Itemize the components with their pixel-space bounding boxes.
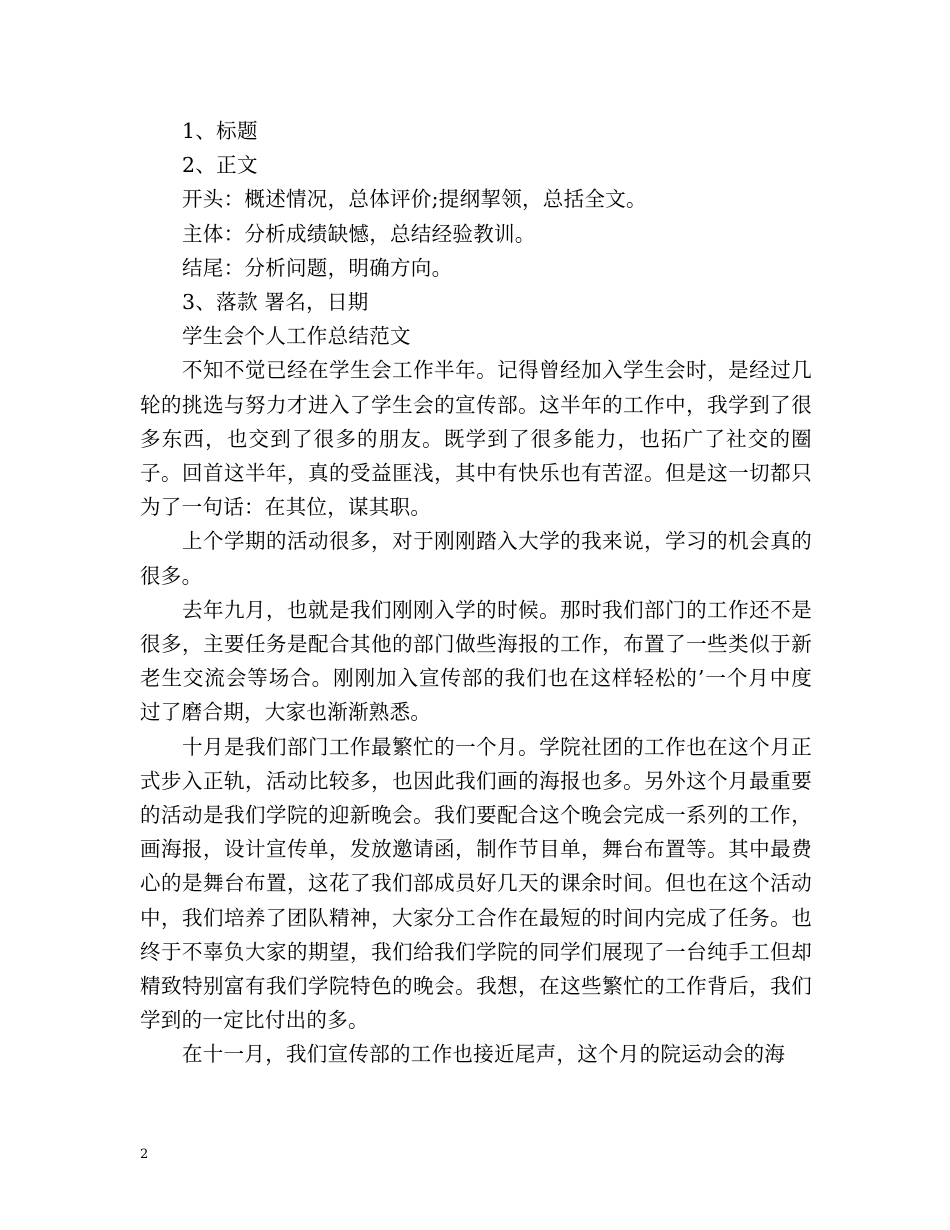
page-number: 2 — [140, 1147, 149, 1162]
paragraph: 上个学期的活动很多，对于刚刚踏入大学的我来说，学习的机会真的很多。 — [140, 529, 812, 588]
outline-item-body: 2、正文 — [182, 153, 258, 178]
outline-item-ending: 结尾：分析问题，明确方向。 — [182, 255, 453, 280]
outline-item-main: 主体：分析成绩缺憾，总结经验教训。 — [182, 221, 536, 246]
outline-item-signature: 3、落款 署名，日期 — [182, 290, 369, 315]
paragraph: 去年九月，也就是我们刚刚入学的时候。那时我们部门的工作还不是很多，主要任务是配合其他的部门做些海报的工作，布置了一些类似于新老生交流会等场合。刚刚加入宣传部的我们也在这样轻松的’一个月中度过了磨合期，大家也渐渐熟悉。 — [140, 597, 812, 725]
outline-item-opening: 开头：概述情况，总体评价;提纲挈领，总括全文。 — [182, 187, 647, 212]
paragraph: 在十一月，我们宣传部的工作也接近尾声，这个月的院运动会的海 — [182, 1042, 786, 1067]
paragraph: 十月是我们部门工作最繁忙的一个月。学院社团的工作也在这个月正式步入正轨，活动比较多，也因此我们画的海报也多。另外这个月最重要的活动是我们学院的迎新晚会。我们要配合这个晚会完成一系列的工作，画海报，设计宣传单，发放邀请函，制作节目单，舞台布置等。其中最费心的是舞台布置，这花了我们部成员好几天的课余时间。但也在这个活动中，我们培养了团队精神，大家分工合作在最短的时间内完成了任务。也终于不辜负大家的期望，我们给我们学院的同学们展现了一台纯手工但却精致特别富有我们学院特色的晚会。我想，在这些繁忙的工作背后，我们学到的一定比付出的多。 — [140, 734, 812, 1033]
section-heading: 学生会个人工作总结范文 — [182, 324, 411, 349]
paragraph: 不知不觉已经在学生会工作半年。记得曾经加入学生会时，是经过几轮的挑选与努力才进入了学生会的宣传部。这半年的工作中，我学到了很多东西，也交到了很多的朋友。既学到了很多能力，也拓广了社交的圈子。回首这半年，真的受益匪浅，其中有快乐也有苦涩。但是这一切都只为了一句话：在其位，谋其职。 — [140, 358, 812, 520]
document-body — [140, 114, 812, 1072]
outline-item-title: 1、标题 — [182, 119, 258, 143]
